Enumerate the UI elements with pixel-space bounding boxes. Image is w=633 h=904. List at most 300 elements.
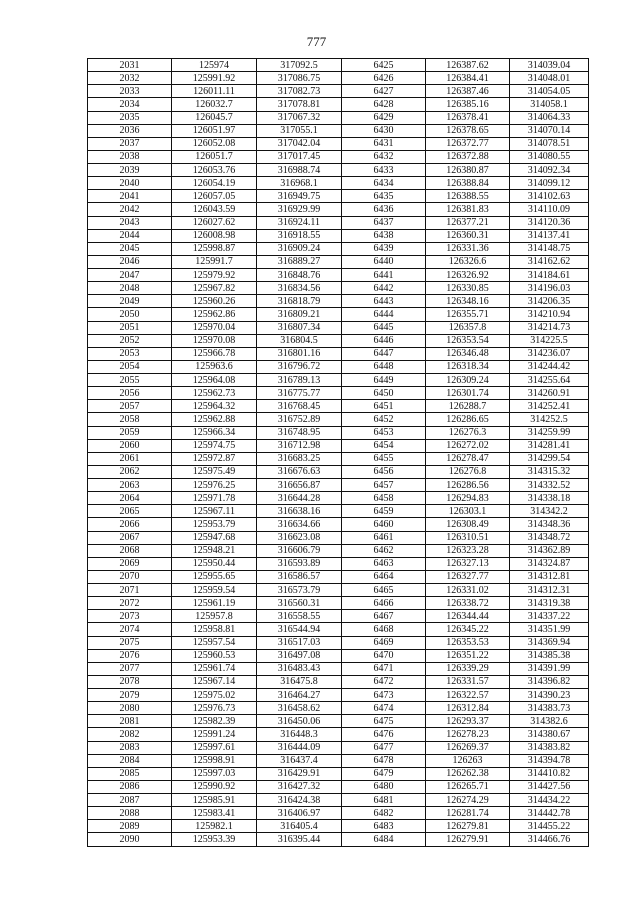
y-coordinate-right-cell: 314380.67 — [510, 728, 589, 741]
point-number-left-cell: 2055 — [88, 374, 172, 387]
point-number-left-cell: 2041 — [88, 190, 172, 203]
table-row — [88, 465, 589, 478]
table-row — [88, 479, 589, 492]
point-number-right-cell: 6433 — [342, 164, 426, 177]
y-coordinate-right-cell: 314214.73 — [510, 321, 589, 334]
y-coordinate-left-cell: 317082.73 — [257, 85, 342, 98]
x-coordinate-right-cell: 126388.55 — [426, 190, 510, 203]
x-coordinate-left-cell: 126051.97 — [172, 124, 257, 137]
point-number-left-cell: 2075 — [88, 636, 172, 649]
y-coordinate-left-cell: 316395.44 — [257, 833, 342, 846]
point-number-right-cell: 6481 — [342, 794, 426, 807]
x-coordinate-left-cell: 125976.25 — [172, 479, 257, 492]
x-coordinate-right-cell: 126378.41 — [426, 111, 510, 124]
point-number-right-cell: 6430 — [342, 124, 426, 137]
x-coordinate-right-cell: 126381.83 — [426, 203, 510, 216]
y-coordinate-left-cell: 316683.25 — [257, 452, 342, 465]
table-row — [88, 229, 589, 242]
table-row — [88, 544, 589, 557]
y-coordinate-left-cell: 316801.16 — [257, 347, 342, 360]
x-coordinate-left-cell: 125972.87 — [172, 452, 257, 465]
x-coordinate-left-cell: 125991.24 — [172, 728, 257, 741]
x-coordinate-right-cell: 126274.29 — [426, 794, 510, 807]
x-coordinate-right-cell: 126265.71 — [426, 780, 510, 793]
y-coordinate-left-cell: 316656.87 — [257, 479, 342, 492]
point-number-right-cell: 6467 — [342, 610, 426, 623]
y-coordinate-left-cell: 316676.63 — [257, 465, 342, 478]
x-coordinate-left-cell: 125997.61 — [172, 741, 257, 754]
point-number-right-cell: 6440 — [342, 255, 426, 268]
point-number-right-cell: 6453 — [342, 426, 426, 439]
y-coordinate-left-cell: 316949.75 — [257, 190, 342, 203]
x-coordinate-left-cell: 125964.08 — [172, 374, 257, 387]
x-coordinate-right-cell: 126322.57 — [426, 689, 510, 702]
point-number-left-cell: 2089 — [88, 820, 172, 833]
x-coordinate-right-cell: 126269.37 — [426, 741, 510, 754]
x-coordinate-right-cell: 126262.38 — [426, 767, 510, 780]
x-coordinate-left-cell: 126027.62 — [172, 216, 257, 229]
point-number-right-cell: 6482 — [342, 807, 426, 820]
point-number-left-cell: 2037 — [88, 137, 172, 150]
point-number-left-cell: 2035 — [88, 111, 172, 124]
x-coordinate-right-cell: 126288.7 — [426, 400, 510, 413]
y-coordinate-right-cell: 314369.94 — [510, 636, 589, 649]
y-coordinate-left-cell: 316918.55 — [257, 229, 342, 242]
y-coordinate-right-cell: 314099.12 — [510, 177, 589, 190]
y-coordinate-right-cell: 314383.73 — [510, 702, 589, 715]
y-coordinate-right-cell: 314244.42 — [510, 360, 589, 373]
point-number-right-cell: 6434 — [342, 177, 426, 190]
x-coordinate-left-cell: 125982.39 — [172, 715, 257, 728]
x-coordinate-right-cell: 126308.49 — [426, 518, 510, 531]
y-coordinate-right-cell: 314252.41 — [510, 400, 589, 413]
point-number-left-cell: 2065 — [88, 505, 172, 518]
y-coordinate-right-cell: 314148.75 — [510, 242, 589, 255]
x-coordinate-left-cell: 125961.19 — [172, 597, 257, 610]
x-coordinate-left-cell: 125970.08 — [172, 334, 257, 347]
x-coordinate-right-cell: 126360.31 — [426, 229, 510, 242]
point-number-right-cell: 6462 — [342, 544, 426, 557]
x-coordinate-left-cell: 125953.79 — [172, 518, 257, 531]
point-number-left-cell: 2066 — [88, 518, 172, 531]
y-coordinate-right-cell: 314078.51 — [510, 137, 589, 150]
y-coordinate-right-cell: 314394.78 — [510, 754, 589, 767]
x-coordinate-left-cell: 125961.74 — [172, 662, 257, 675]
x-coordinate-left-cell: 125960.53 — [172, 649, 257, 662]
y-coordinate-left-cell: 316889.27 — [257, 255, 342, 268]
point-number-left-cell: 2060 — [88, 439, 172, 452]
table-row — [88, 702, 589, 715]
table-row — [88, 269, 589, 282]
x-coordinate-left-cell: 125948.21 — [172, 544, 257, 557]
x-coordinate-right-cell: 126331.36 — [426, 242, 510, 255]
y-coordinate-left-cell: 316768.45 — [257, 400, 342, 413]
x-coordinate-left-cell: 125967.82 — [172, 282, 257, 295]
y-coordinate-right-cell: 314137.41 — [510, 229, 589, 242]
y-coordinate-right-cell: 314342.2 — [510, 505, 589, 518]
point-number-right-cell: 6426 — [342, 72, 426, 85]
table-row — [88, 689, 589, 702]
point-number-right-cell: 6448 — [342, 360, 426, 373]
x-coordinate-right-cell: 126272.02 — [426, 439, 510, 452]
y-coordinate-right-cell: 314206.35 — [510, 295, 589, 308]
point-number-left-cell: 2087 — [88, 794, 172, 807]
x-coordinate-left-cell: 125957.8 — [172, 610, 257, 623]
point-number-right-cell: 6456 — [342, 465, 426, 478]
x-coordinate-right-cell: 126357.8 — [426, 321, 510, 334]
x-coordinate-right-cell: 126387.62 — [426, 59, 510, 72]
point-number-left-cell: 2039 — [88, 164, 172, 177]
y-coordinate-left-cell: 316606.79 — [257, 544, 342, 557]
x-coordinate-left-cell: 126008.98 — [172, 229, 257, 242]
x-coordinate-right-cell: 126327.13 — [426, 557, 510, 570]
point-number-left-cell: 2046 — [88, 255, 172, 268]
y-coordinate-left-cell: 316444.09 — [257, 741, 342, 754]
x-coordinate-left-cell: 125960.26 — [172, 295, 257, 308]
x-coordinate-right-cell: 126326.6 — [426, 255, 510, 268]
x-coordinate-left-cell: 126011.11 — [172, 85, 257, 98]
table-row — [88, 295, 589, 308]
x-coordinate-right-cell: 126330.85 — [426, 282, 510, 295]
point-number-right-cell: 6477 — [342, 741, 426, 754]
y-coordinate-left-cell: 316406.97 — [257, 807, 342, 820]
point-number-right-cell: 6451 — [342, 400, 426, 413]
x-coordinate-left-cell: 125962.88 — [172, 413, 257, 426]
table-row — [88, 675, 589, 688]
point-number-left-cell: 2040 — [88, 177, 172, 190]
point-number-right-cell: 6443 — [342, 295, 426, 308]
point-number-right-cell: 6484 — [342, 833, 426, 846]
y-coordinate-left-cell: 316448.3 — [257, 728, 342, 741]
y-coordinate-right-cell: 314324.87 — [510, 557, 589, 570]
table-row — [88, 387, 589, 400]
y-coordinate-left-cell: 316968.1 — [257, 177, 342, 190]
y-coordinate-left-cell: 317042.04 — [257, 137, 342, 150]
x-coordinate-right-cell: 126353.53 — [426, 636, 510, 649]
point-number-left-cell: 2047 — [88, 269, 172, 282]
point-number-right-cell: 6447 — [342, 347, 426, 360]
point-number-left-cell: 2078 — [88, 675, 172, 688]
table-row — [88, 164, 589, 177]
y-coordinate-right-cell: 314315.32 — [510, 465, 589, 478]
table-row — [88, 452, 589, 465]
table-row — [88, 439, 589, 452]
y-coordinate-left-cell: 316809.21 — [257, 308, 342, 321]
point-number-left-cell: 2053 — [88, 347, 172, 360]
x-coordinate-right-cell: 126303.1 — [426, 505, 510, 518]
y-coordinate-right-cell: 314102.63 — [510, 190, 589, 203]
y-coordinate-left-cell: 316464.27 — [257, 689, 342, 702]
x-coordinate-left-cell: 125966.78 — [172, 347, 257, 360]
x-coordinate-left-cell: 125976.73 — [172, 702, 257, 715]
point-number-right-cell: 6463 — [342, 557, 426, 570]
y-coordinate-right-cell: 314092.34 — [510, 164, 589, 177]
x-coordinate-right-cell: 126380.87 — [426, 164, 510, 177]
point-number-left-cell: 2051 — [88, 321, 172, 334]
x-coordinate-left-cell: 125983.41 — [172, 807, 257, 820]
x-coordinate-left-cell: 126053.76 — [172, 164, 257, 177]
y-coordinate-right-cell: 314162.62 — [510, 255, 589, 268]
point-number-right-cell: 6473 — [342, 689, 426, 702]
y-coordinate-left-cell: 316638.16 — [257, 505, 342, 518]
x-coordinate-left-cell: 125982.1 — [172, 820, 257, 833]
y-coordinate-right-cell: 314383.82 — [510, 741, 589, 754]
x-coordinate-right-cell: 126293.37 — [426, 715, 510, 728]
point-number-right-cell: 6446 — [342, 334, 426, 347]
y-coordinate-right-cell: 314225.5 — [510, 334, 589, 347]
y-coordinate-left-cell: 316834.56 — [257, 282, 342, 295]
table-row — [88, 255, 589, 268]
table-row — [88, 833, 589, 846]
y-coordinate-right-cell: 314391.99 — [510, 662, 589, 675]
y-coordinate-left-cell: 316644.28 — [257, 492, 342, 505]
x-coordinate-right-cell: 126339.29 — [426, 662, 510, 675]
x-coordinate-right-cell: 126278.47 — [426, 452, 510, 465]
point-number-right-cell: 6460 — [342, 518, 426, 531]
y-coordinate-left-cell: 316924.11 — [257, 216, 342, 229]
y-coordinate-right-cell: 314466.76 — [510, 833, 589, 846]
y-coordinate-right-cell: 314070.14 — [510, 124, 589, 137]
y-coordinate-left-cell: 317067.32 — [257, 111, 342, 124]
table-row — [88, 59, 589, 72]
x-coordinate-left-cell: 125953.39 — [172, 833, 257, 846]
point-number-right-cell: 6435 — [342, 190, 426, 203]
y-coordinate-right-cell: 314054.05 — [510, 85, 589, 98]
y-coordinate-right-cell: 314299.54 — [510, 452, 589, 465]
table-row — [88, 282, 589, 295]
x-coordinate-left-cell: 125962.73 — [172, 387, 257, 400]
y-coordinate-left-cell: 316458.62 — [257, 702, 342, 715]
y-coordinate-left-cell: 316429.91 — [257, 767, 342, 780]
x-coordinate-right-cell: 126331.57 — [426, 675, 510, 688]
y-coordinate-left-cell: 316427.32 — [257, 780, 342, 793]
point-number-left-cell: 2045 — [88, 242, 172, 255]
point-number-right-cell: 6478 — [342, 754, 426, 767]
table-row — [88, 715, 589, 728]
x-coordinate-right-cell: 126312.84 — [426, 702, 510, 715]
x-coordinate-right-cell: 126318.34 — [426, 360, 510, 373]
table-row — [88, 98, 589, 111]
x-coordinate-left-cell: 126057.05 — [172, 190, 257, 203]
table-row — [88, 426, 589, 439]
point-number-left-cell: 2034 — [88, 98, 172, 111]
table-row — [88, 662, 589, 675]
x-coordinate-right-cell: 126353.54 — [426, 334, 510, 347]
y-coordinate-right-cell: 314312.31 — [510, 584, 589, 597]
y-coordinate-left-cell: 316796.72 — [257, 360, 342, 373]
point-number-left-cell: 2057 — [88, 400, 172, 413]
y-coordinate-right-cell: 314410.82 — [510, 767, 589, 780]
point-number-right-cell: 6441 — [342, 269, 426, 282]
point-number-left-cell: 2032 — [88, 72, 172, 85]
point-number-right-cell: 6483 — [342, 820, 426, 833]
point-number-right-cell: 6436 — [342, 203, 426, 216]
point-number-right-cell: 6469 — [342, 636, 426, 649]
x-coordinate-left-cell: 125967.14 — [172, 675, 257, 688]
y-coordinate-right-cell: 314236.07 — [510, 347, 589, 360]
x-coordinate-left-cell: 125991.92 — [172, 72, 257, 85]
x-coordinate-left-cell: 125990.92 — [172, 780, 257, 793]
table-row — [88, 190, 589, 203]
x-coordinate-right-cell: 126301.74 — [426, 387, 510, 400]
x-coordinate-left-cell: 125962.86 — [172, 308, 257, 321]
x-coordinate-left-cell: 126051.7 — [172, 150, 257, 163]
point-number-right-cell: 6445 — [342, 321, 426, 334]
x-coordinate-left-cell: 125991.7 — [172, 255, 257, 268]
table-row — [88, 794, 589, 807]
y-coordinate-left-cell: 316483.43 — [257, 662, 342, 675]
x-coordinate-left-cell: 125979.92 — [172, 269, 257, 282]
point-number-left-cell: 2071 — [88, 584, 172, 597]
y-coordinate-right-cell: 314362.89 — [510, 544, 589, 557]
y-coordinate-left-cell: 316558.55 — [257, 610, 342, 623]
y-coordinate-right-cell: 314120.36 — [510, 216, 589, 229]
point-number-right-cell: 6464 — [342, 570, 426, 583]
table-row — [88, 334, 589, 347]
y-coordinate-right-cell: 314184.61 — [510, 269, 589, 282]
y-coordinate-left-cell: 316988.74 — [257, 164, 342, 177]
table-row — [88, 85, 589, 98]
y-coordinate-left-cell: 316848.76 — [257, 269, 342, 282]
x-coordinate-left-cell: 125985.91 — [172, 794, 257, 807]
table-row — [88, 216, 589, 229]
point-number-left-cell: 2088 — [88, 807, 172, 820]
y-coordinate-left-cell: 316789.13 — [257, 374, 342, 387]
x-coordinate-right-cell: 126344.44 — [426, 610, 510, 623]
coordinates-table — [87, 58, 589, 847]
point-number-left-cell: 2061 — [88, 452, 172, 465]
y-coordinate-left-cell: 316497.08 — [257, 649, 342, 662]
x-coordinate-right-cell: 126278.23 — [426, 728, 510, 741]
table-row — [88, 177, 589, 190]
table-row — [88, 505, 589, 518]
y-coordinate-right-cell: 314210.94 — [510, 308, 589, 321]
table-row — [88, 492, 589, 505]
point-number-left-cell: 2038 — [88, 150, 172, 163]
y-coordinate-left-cell: 316818.79 — [257, 295, 342, 308]
y-coordinate-right-cell: 314048.01 — [510, 72, 589, 85]
x-coordinate-right-cell: 126338.72 — [426, 597, 510, 610]
point-number-left-cell: 2070 — [88, 570, 172, 583]
x-coordinate-left-cell: 125959.54 — [172, 584, 257, 597]
point-number-left-cell: 2090 — [88, 833, 172, 846]
x-coordinate-right-cell: 126345.22 — [426, 623, 510, 636]
point-number-right-cell: 6432 — [342, 150, 426, 163]
x-coordinate-right-cell: 126281.74 — [426, 807, 510, 820]
table-row — [88, 557, 589, 570]
x-coordinate-left-cell: 126045.7 — [172, 111, 257, 124]
y-coordinate-right-cell: 314259.99 — [510, 426, 589, 439]
x-coordinate-right-cell: 126388.84 — [426, 177, 510, 190]
x-coordinate-right-cell: 126331.02 — [426, 584, 510, 597]
table-row — [88, 360, 589, 373]
point-number-right-cell: 6450 — [342, 387, 426, 400]
point-number-left-cell: 2068 — [88, 544, 172, 557]
table-row — [88, 374, 589, 387]
point-number-right-cell: 6449 — [342, 374, 426, 387]
point-number-left-cell: 2063 — [88, 479, 172, 492]
table-row — [88, 347, 589, 360]
point-number-left-cell: 2076 — [88, 649, 172, 662]
y-coordinate-left-cell: 316475.8 — [257, 675, 342, 688]
y-coordinate-right-cell: 314385.38 — [510, 649, 589, 662]
y-coordinate-left-cell: 316804.5 — [257, 334, 342, 347]
y-coordinate-left-cell: 316748.95 — [257, 426, 342, 439]
x-coordinate-right-cell: 126276.3 — [426, 426, 510, 439]
point-number-right-cell: 6461 — [342, 531, 426, 544]
table-row — [88, 597, 589, 610]
y-coordinate-right-cell: 314255.64 — [510, 374, 589, 387]
x-coordinate-left-cell: 125971.78 — [172, 492, 257, 505]
x-coordinate-left-cell: 125975.02 — [172, 689, 257, 702]
y-coordinate-right-cell: 314427.56 — [510, 780, 589, 793]
point-number-left-cell: 2074 — [88, 623, 172, 636]
y-coordinate-left-cell: 316437.4 — [257, 754, 342, 767]
table-row — [88, 137, 589, 150]
y-coordinate-right-cell: 314080.55 — [510, 150, 589, 163]
point-number-right-cell: 6452 — [342, 413, 426, 426]
table-row — [88, 203, 589, 216]
y-coordinate-left-cell: 317055.1 — [257, 124, 342, 137]
point-number-right-cell: 6427 — [342, 85, 426, 98]
y-coordinate-right-cell: 314338.18 — [510, 492, 589, 505]
y-coordinate-left-cell: 316405.4 — [257, 820, 342, 833]
point-number-left-cell: 2052 — [88, 334, 172, 347]
point-number-left-cell: 2086 — [88, 780, 172, 793]
y-coordinate-right-cell: 314110.09 — [510, 203, 589, 216]
y-coordinate-left-cell: 316593.89 — [257, 557, 342, 570]
table-row — [88, 308, 589, 321]
point-number-right-cell: 6476 — [342, 728, 426, 741]
x-coordinate-left-cell: 125974 — [172, 59, 257, 72]
x-coordinate-right-cell: 126279.91 — [426, 833, 510, 846]
point-number-right-cell: 6429 — [342, 111, 426, 124]
x-coordinate-left-cell: 125963.6 — [172, 360, 257, 373]
x-coordinate-left-cell: 125997.03 — [172, 767, 257, 780]
y-coordinate-right-cell: 314332.52 — [510, 479, 589, 492]
y-coordinate-left-cell: 316573.79 — [257, 584, 342, 597]
y-coordinate-left-cell: 316775.77 — [257, 387, 342, 400]
point-number-left-cell: 2084 — [88, 754, 172, 767]
x-coordinate-right-cell: 126323.28 — [426, 544, 510, 557]
x-coordinate-left-cell: 125998.91 — [172, 754, 257, 767]
x-coordinate-right-cell: 126263 — [426, 754, 510, 767]
point-number-left-cell: 2044 — [88, 229, 172, 242]
x-coordinate-left-cell: 125974.75 — [172, 439, 257, 452]
point-number-left-cell: 2054 — [88, 360, 172, 373]
point-number-right-cell: 6442 — [342, 282, 426, 295]
point-number-right-cell: 6459 — [342, 505, 426, 518]
y-coordinate-left-cell: 316560.31 — [257, 597, 342, 610]
y-coordinate-right-cell: 314260.91 — [510, 387, 589, 400]
point-number-left-cell: 2079 — [88, 689, 172, 702]
x-coordinate-right-cell: 126372.88 — [426, 150, 510, 163]
y-coordinate-left-cell: 317092.5 — [257, 59, 342, 72]
y-coordinate-right-cell: 314337.22 — [510, 610, 589, 623]
y-coordinate-right-cell: 314348.72 — [510, 531, 589, 544]
table-row — [88, 623, 589, 636]
table-row — [88, 570, 589, 583]
point-number-left-cell: 2033 — [88, 85, 172, 98]
x-coordinate-right-cell: 126286.65 — [426, 413, 510, 426]
table-row — [88, 400, 589, 413]
point-number-right-cell: 6474 — [342, 702, 426, 715]
page-number: 777 — [306, 34, 327, 49]
x-coordinate-right-cell: 126385.16 — [426, 98, 510, 111]
x-coordinate-right-cell: 126346.48 — [426, 347, 510, 360]
y-coordinate-right-cell: 314351.99 — [510, 623, 589, 636]
point-number-right-cell: 6480 — [342, 780, 426, 793]
